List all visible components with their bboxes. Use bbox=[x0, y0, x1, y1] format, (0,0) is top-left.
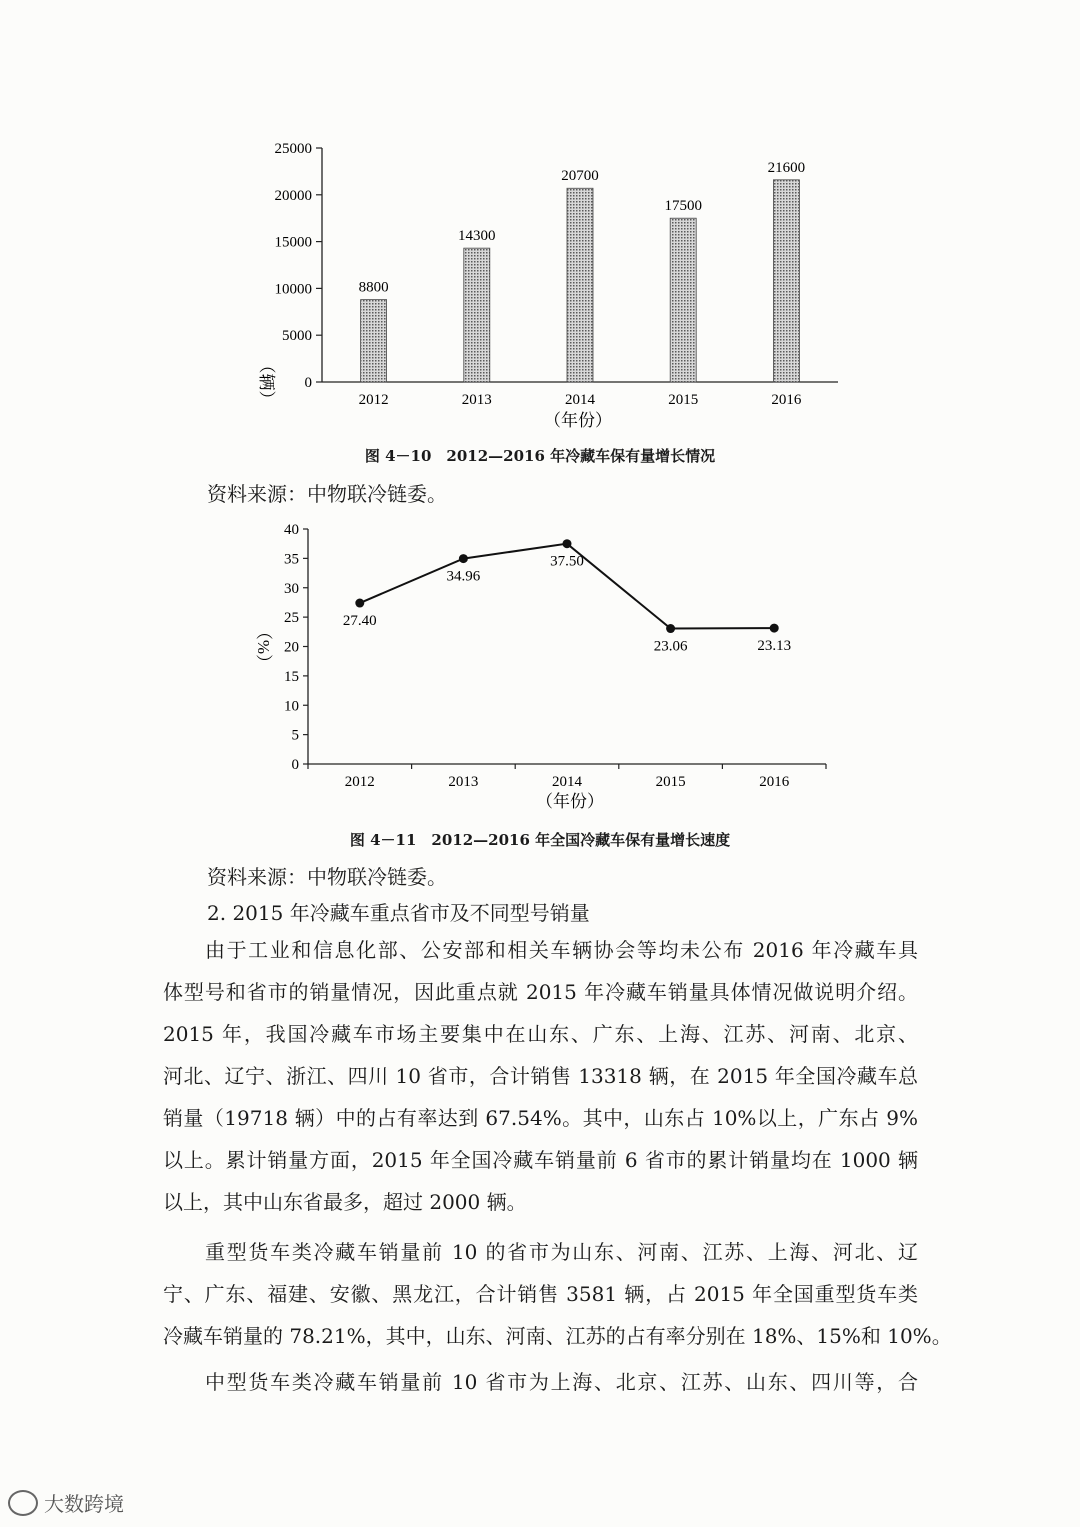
bar-marks bbox=[359, 160, 806, 382]
bar-data-label: 14300 bbox=[458, 228, 496, 245]
bar-x-tick-label: 2015 bbox=[668, 392, 699, 408]
bar-y-tick-label: 15000 bbox=[274, 234, 312, 251]
data-point bbox=[355, 599, 364, 608]
bar-x-tick-label: 2012 bbox=[358, 392, 389, 408]
bar-data-label: 20700 bbox=[561, 168, 599, 185]
bar bbox=[773, 180, 799, 382]
line-x-tick-label: 2016 bbox=[759, 774, 790, 790]
line-y-tick-label: 15 bbox=[284, 668, 299, 685]
bar-xlabel: （年份） bbox=[544, 411, 612, 430]
data-point bbox=[770, 624, 779, 633]
text-line: 以上。累计销量方面，2015 年全国冷藏车销量前 6 省市的累计销量均在 1000 辆 bbox=[163, 1148, 918, 1172]
data-point bbox=[459, 554, 468, 563]
source-note-1: 资料来源：中物联冷链委。 bbox=[207, 482, 447, 506]
line-x-tick-label: 2014 bbox=[552, 774, 582, 790]
source-note-2: 资料来源：中物联冷链委。 bbox=[207, 865, 447, 889]
paragraph-3 bbox=[163, 1361, 918, 1403]
text-line: 河北、辽宁、浙江、四川 10 省市，合计销售 13318 辆，在 2015 年全国冷藏车总 bbox=[163, 1064, 918, 1088]
line-y-tick-label: 30 bbox=[284, 580, 299, 597]
line-x-tick-label: 2012 bbox=[344, 774, 375, 790]
paragraph-1 bbox=[163, 929, 918, 1223]
bar-y-tick-label: 20000 bbox=[274, 187, 312, 204]
text-line: 以上，其中山东省最多，超过 2000 辆。 bbox=[163, 1190, 527, 1214]
bar bbox=[567, 188, 593, 382]
line-y-tick-label: 25 bbox=[284, 610, 299, 627]
bar-y-tick-label: 0 bbox=[304, 375, 312, 391]
data-point bbox=[563, 539, 572, 548]
bar-data-label: 17500 bbox=[664, 198, 702, 215]
line-xlabel: （年份） bbox=[536, 792, 604, 811]
line-y-tick-label: 10 bbox=[284, 698, 299, 715]
bar-x-tick-label: 2014 bbox=[565, 392, 595, 408]
figure-caption-4-11: 图 4－11 2012—2016 年全国冷藏车保有量增长速度 bbox=[349, 831, 731, 849]
text-line: 重型货车类冷藏车销量前 10 的省市为山东、河南、江苏、上海、河北、辽 bbox=[205, 1240, 918, 1264]
text-line: 宁、广东、福建、安徽、黑龙江，合计销售 3581 辆，占 2015 年全国重型货车类 bbox=[163, 1282, 918, 1306]
bar-x-tick-label: 2016 bbox=[771, 392, 802, 408]
text-line: 2015 年，我国冷藏车市场主要集中在山东、广东、上海、江苏、河南、北京、 bbox=[163, 1022, 918, 1046]
line-ylabel: （%） bbox=[254, 622, 273, 672]
point-data-label: 34.96 bbox=[446, 568, 481, 585]
data-point bbox=[666, 624, 675, 633]
watermark-logo-icon bbox=[8, 1490, 38, 1516]
watermark bbox=[8, 1488, 124, 1517]
text-line: 体型号和省市的销量情况，因此重点就 2015 年冷藏车销量具体情况做说明介绍。 bbox=[163, 980, 918, 1004]
line-y-tick-label: 20 bbox=[284, 639, 299, 656]
point-data-label: 23.13 bbox=[757, 638, 792, 655]
bar bbox=[464, 248, 490, 382]
section-title: 2. 2015 年冷藏车重点省市及不同型号销量 bbox=[207, 901, 590, 925]
line-chart bbox=[0, 510, 1080, 820]
watermark-text: 大数跨境 bbox=[44, 1492, 124, 1516]
text-line: 冷藏车销量的 78.21%，其中，山东、河南、江苏的占有率分别在 18%、15%和 10%。 bbox=[163, 1324, 952, 1348]
text-line: 中型货车类冷藏车销量前 10 省市为上海、北京、江苏、山东、四川等，合 bbox=[205, 1370, 918, 1394]
text-line: 由于工业和信息化部、公安部和相关车辆协会等均未公布 2016 年冷藏车具 bbox=[205, 938, 918, 962]
figure-caption-4-10: 图 4－10 2012—2016 年冷藏车保有量增长情况 bbox=[364, 447, 716, 465]
bar-ylabel: （辆） bbox=[257, 356, 276, 408]
line-y-tick-label: 40 bbox=[284, 522, 299, 538]
paragraph-2 bbox=[163, 1231, 952, 1357]
line-marks bbox=[343, 539, 791, 654]
line-x-tick-label: 2013 bbox=[448, 774, 479, 790]
text-line: 销量（19718 辆）中的占有率达到 67.54%。其中，山东占 10%以上，广东占 9% bbox=[163, 1106, 918, 1130]
point-data-label: 23.06 bbox=[653, 638, 688, 655]
bar-x-tick-label: 2013 bbox=[461, 392, 492, 408]
bar-chart bbox=[0, 120, 1080, 450]
bar-y-tick-label: 10000 bbox=[274, 281, 312, 298]
bar-y-tick-label: 5000 bbox=[282, 328, 312, 345]
line-y-tick-label: 0 bbox=[291, 757, 299, 773]
line-x-tick-label: 2015 bbox=[655, 774, 686, 790]
bar-data-label: 8800 bbox=[358, 279, 389, 296]
bar bbox=[670, 218, 696, 382]
bar-y-tick-label: 25000 bbox=[274, 141, 312, 157]
point-data-label: 37.50 bbox=[550, 553, 584, 570]
bar bbox=[361, 300, 387, 382]
bar-data-label: 21600 bbox=[767, 159, 806, 176]
point-data-label: 27.40 bbox=[342, 613, 377, 630]
line-y-tick-label: 35 bbox=[284, 551, 299, 568]
line-y-tick-label: 5 bbox=[291, 727, 299, 744]
bar-axes bbox=[275, 141, 839, 408]
